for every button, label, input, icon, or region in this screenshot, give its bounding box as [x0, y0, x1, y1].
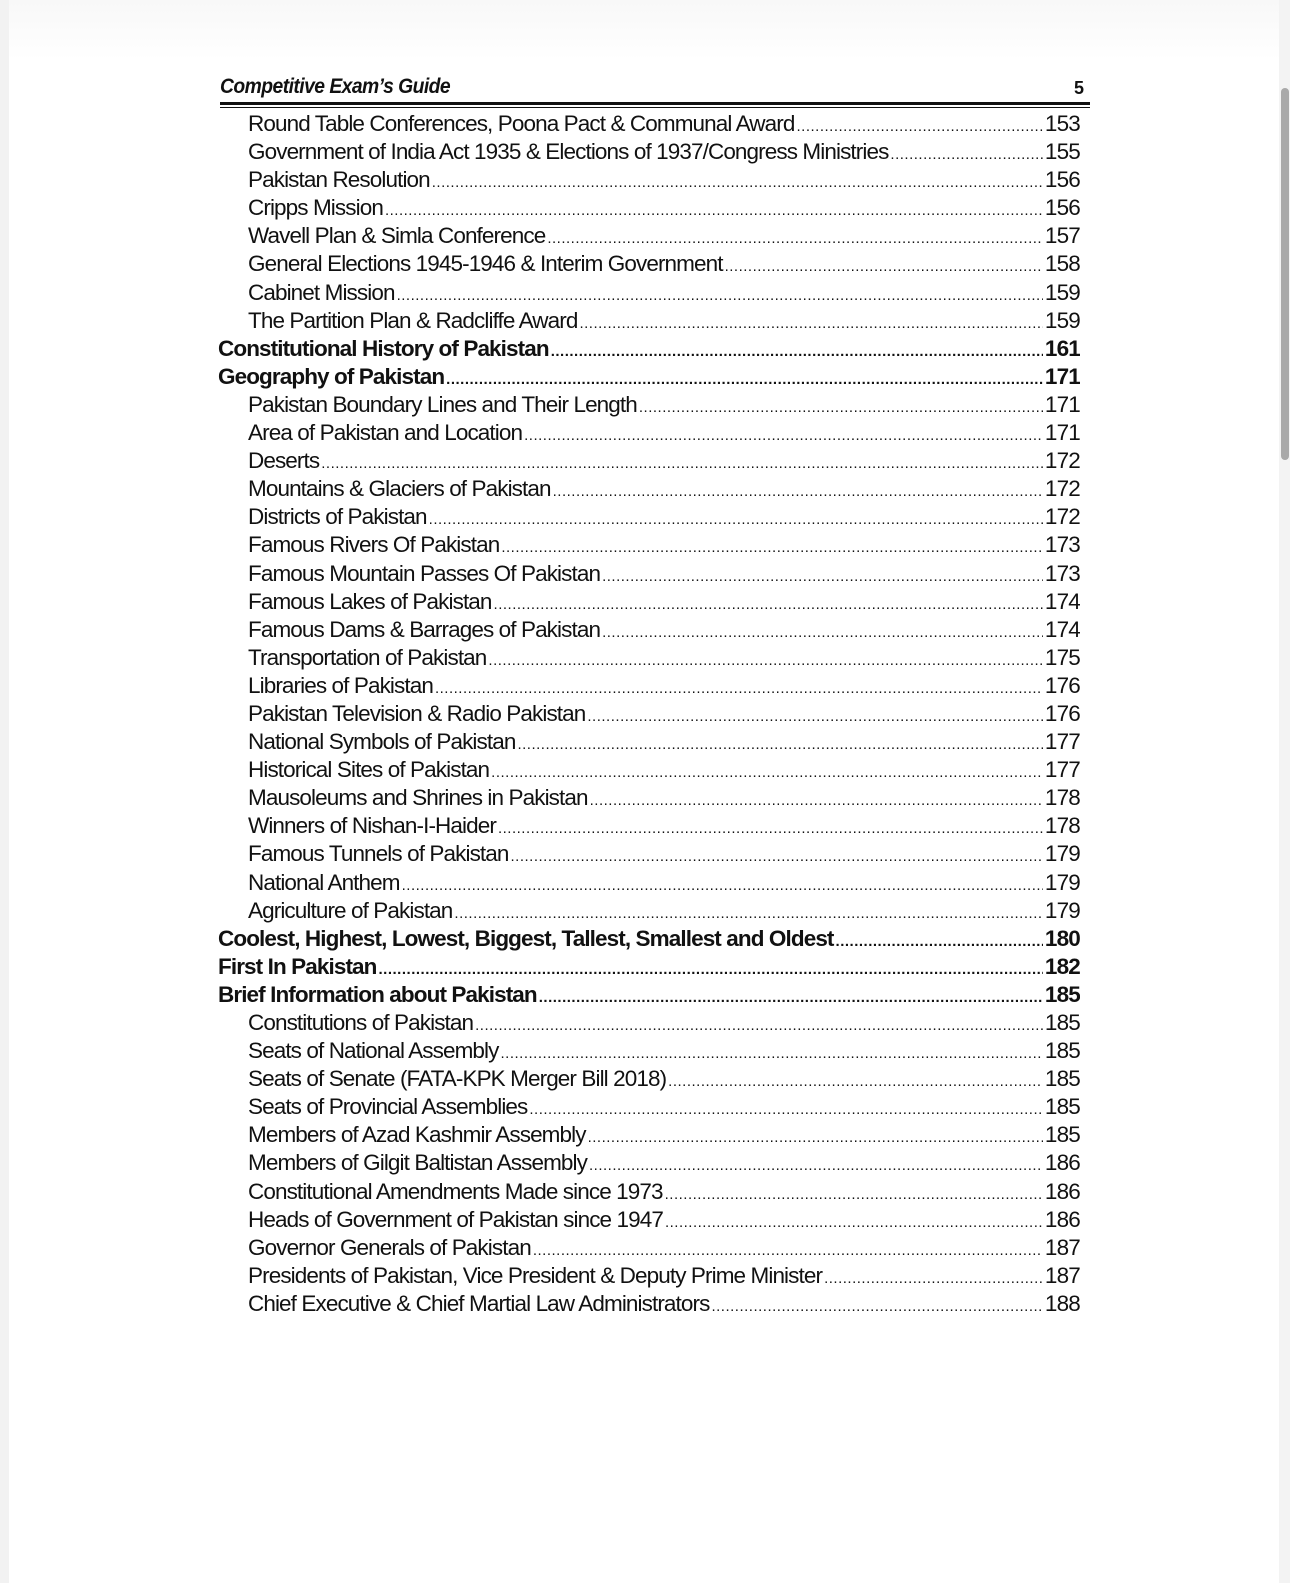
- dot-leader: [435, 675, 1043, 700]
- toc-section-entry[interactable]: [218, 925, 1080, 953]
- toc-entry-title: Area of Pakistan and Location: [248, 420, 523, 446]
- toc-subentry[interactable]: [218, 1178, 1080, 1206]
- toc-entry-title: Constitutional History of Pakistan: [218, 335, 549, 361]
- toc-entry-page-number: 173: [1044, 532, 1080, 558]
- toc-subentry[interactable]: [218, 531, 1080, 559]
- dot-leader: [725, 253, 1043, 278]
- dot-leader: [501, 1040, 1043, 1065]
- dot-leader: [454, 900, 1042, 925]
- toc-entry-page-number: 185: [1044, 1066, 1080, 1092]
- toc-entry-title: Geography of Pakistan: [218, 363, 445, 389]
- toc-entry-page-number: 177: [1044, 757, 1080, 783]
- toc-entry-title: Seats of National Assembly: [248, 1038, 499, 1064]
- toc-entry-page-number: 174: [1044, 588, 1080, 614]
- toc-entry-title: Deserts: [248, 448, 320, 474]
- header-rule-thick: [220, 102, 1090, 105]
- toc-entry-title: Seats of Provincial Assemblies: [248, 1094, 528, 1120]
- book-title: Competitive Exam’s Guide: [220, 75, 451, 98]
- toc-entry-title: Government of India Act 1935 & Elections of 1937/Congress Ministries: [248, 139, 889, 165]
- toc-entry-page-number: 185: [1044, 1038, 1080, 1064]
- dot-leader: [665, 1181, 1043, 1206]
- toc-entry-page-number: 157: [1044, 223, 1080, 249]
- toc-entry-page-number: 185: [1044, 1010, 1080, 1035]
- toc-subentry[interactable]: [218, 447, 1080, 475]
- toc-entry-page-number: 185: [1044, 1122, 1080, 1148]
- toc-subentry[interactable]: [218, 1149, 1080, 1177]
- dot-leader: [589, 1152, 1043, 1177]
- toc-entry-title: Districts of Pakistan: [248, 504, 427, 530]
- toc-subentry[interactable]: [218, 700, 1080, 728]
- toc-subentry[interactable]: [218, 419, 1080, 447]
- toc-subentry[interactable]: [218, 110, 1080, 138]
- toc-entry-page-number: 186: [1044, 1206, 1080, 1232]
- dot-leader: [824, 1265, 1043, 1290]
- toc-entry-page-number: 178: [1044, 813, 1080, 839]
- dot-leader: [890, 141, 1042, 166]
- toc-subentry[interactable]: [218, 644, 1080, 672]
- toc-entry-page-number: 177: [1044, 729, 1080, 755]
- toc-entry-title: Chief Executive & Chief Martial Law Administrators: [248, 1290, 710, 1316]
- toc-entry-page-number: 159: [1044, 307, 1080, 333]
- toc-subentry[interactable]: [218, 1206, 1080, 1234]
- toc-entry-title: Transportation of Pakistan: [248, 644, 487, 670]
- toc-entry-page-number: 172: [1044, 476, 1080, 502]
- toc-subentry[interactable]: [218, 588, 1080, 616]
- toc-entry-page-number: 179: [1044, 869, 1080, 895]
- toc-entry-page-number: 171: [1044, 363, 1080, 389]
- toc-section-entry[interactable]: [218, 335, 1080, 363]
- toc-entry-page-number: 161: [1044, 335, 1080, 361]
- toc-entry-page-number: 171: [1044, 420, 1080, 446]
- toc-entry-page-number: 171: [1044, 391, 1080, 417]
- toc-entry-title: Governor Generals of Pakistan: [248, 1234, 531, 1260]
- toc-entry-page-number: 153: [1044, 111, 1080, 136]
- toc-entry-title: Mausoleums and Shrines in Pakistan: [248, 785, 588, 811]
- toc-subentry[interactable]: [218, 1009, 1080, 1037]
- toc-entry-title: Round Table Conferences, Poona Pact & Communal Award: [248, 111, 795, 136]
- toc-entry-title: General Elections 1945-1946 & Interim Government: [248, 251, 723, 277]
- toc-subentry[interactable]: [218, 475, 1080, 503]
- toc-entry-title: Historical Sites of Pakistan: [248, 757, 490, 783]
- toc-entry-title: Coolest, Highest, Lowest, Biggest, Tallest, Smallest and Oldest: [218, 925, 834, 951]
- toc-entry-page-number: 159: [1044, 279, 1080, 305]
- toc-entry-page-number: 173: [1044, 560, 1080, 586]
- toc-entry-page-number: 185: [1044, 1094, 1080, 1120]
- dot-leader: [385, 197, 1043, 222]
- toc-entry-title: Wavell Plan & Simla Conference: [248, 223, 546, 249]
- toc-entry-page-number: 180: [1044, 925, 1080, 951]
- dot-leader: [402, 872, 1043, 897]
- toc-entry-title: The Partition Plan & Radcliffe Award: [248, 307, 578, 333]
- toc-entry-page-number: 187: [1044, 1262, 1080, 1288]
- toc-subentry[interactable]: [218, 503, 1080, 531]
- toc-entry-page-number: 156: [1044, 195, 1080, 221]
- dot-leader: [533, 1237, 1043, 1262]
- header-rule-thin: [220, 107, 1090, 108]
- toc-subentry[interactable]: [218, 222, 1080, 250]
- dot-leader: [511, 843, 1043, 868]
- toc-subentry[interactable]: [218, 1290, 1080, 1318]
- page-header: [220, 73, 1090, 108]
- toc-entry-title: Pakistan Television & Radio Pakistan: [248, 700, 586, 726]
- toc-entry-page-number: 187: [1044, 1234, 1080, 1260]
- toc-subentry[interactable]: [218, 812, 1080, 840]
- dot-leader: [602, 619, 1043, 644]
- toc-entry-title: Libraries of Pakistan: [248, 672, 433, 698]
- toc-entry-title: National Symbols of Pakistan: [248, 729, 516, 755]
- dot-leader: [711, 1293, 1042, 1318]
- toc-subentry[interactable]: [218, 166, 1080, 194]
- toc-entry-page-number: 188: [1044, 1290, 1080, 1316]
- dot-leader: [588, 1124, 1043, 1149]
- toc-entry-title: Pakistan Boundary Lines and Their Length: [248, 391, 637, 417]
- dot-leader: [524, 422, 1043, 447]
- toc-entry-title: Cabinet Mission: [248, 279, 395, 305]
- toc-subentry[interactable]: [218, 391, 1080, 419]
- dot-leader: [517, 731, 1042, 756]
- dot-leader: [446, 366, 1043, 391]
- toc-subentry[interactable]: [218, 1121, 1080, 1149]
- toc-subentry[interactable]: [218, 616, 1080, 644]
- dot-leader: [379, 956, 1043, 981]
- dot-leader: [547, 225, 1043, 250]
- toc-subentry[interactable]: [218, 250, 1080, 278]
- toc-entry-title: Constitutional Amendments Made since 1973: [248, 1178, 663, 1204]
- dot-leader: [539, 984, 1043, 1009]
- toc-entry-title: Presidents of Pakistan, Vice President & Deputy Prime Minister: [248, 1262, 823, 1288]
- toc-subentry[interactable]: [218, 756, 1080, 784]
- vertical-scrollbar[interactable]: [1279, 0, 1290, 1583]
- document-page: [9, 0, 1280, 1583]
- toc-entry-title: Members of Gilgit Baltistan Assembly: [248, 1150, 587, 1176]
- toc-subentry[interactable]: [218, 307, 1080, 335]
- dot-leader: [587, 703, 1042, 728]
- dot-leader: [668, 1068, 1043, 1093]
- toc-entry-title: Famous Rivers Of Pakistan: [248, 532, 500, 558]
- toc-entry-page-number: 186: [1044, 1178, 1080, 1204]
- toc-entry-page-number: 175: [1044, 644, 1080, 670]
- dot-leader: [321, 450, 1043, 475]
- toc-entry-page-number: 158: [1044, 251, 1080, 277]
- toc-entry-title: Seats of Senate (FATA-KPK Merger Bill 2018): [248, 1066, 667, 1092]
- dot-leader: [475, 1012, 1043, 1037]
- toc-subentry[interactable]: [218, 194, 1080, 222]
- dot-leader: [498, 815, 1043, 840]
- toc-entry-title: Famous Mountain Passes Of Pakistan: [248, 560, 601, 586]
- toc-entry-title: Cripps Mission: [248, 195, 383, 221]
- toc-subentry[interactable]: [218, 1093, 1080, 1121]
- toc-subentry[interactable]: [218, 869, 1080, 897]
- toc-subentry[interactable]: [218, 138, 1080, 166]
- dot-leader: [494, 591, 1043, 616]
- toc-subentry[interactable]: [218, 1234, 1080, 1262]
- toc-entry-title: Agriculture of Pakistan: [248, 897, 453, 923]
- toc-entry-page-number: 174: [1044, 616, 1080, 642]
- dot-leader: [488, 647, 1042, 672]
- toc-section-entry[interactable]: [218, 953, 1080, 981]
- toc-subentry[interactable]: [218, 1037, 1080, 1065]
- toc-entry-title: Members of Azad Kashmir Assembly: [248, 1122, 586, 1148]
- toc-entry-page-number: 176: [1044, 700, 1080, 726]
- toc-entry-title: Heads of Government of Pakistan since 1947: [248, 1206, 663, 1232]
- toc-subentry[interactable]: [218, 560, 1080, 588]
- toc-entry-page-number: 178: [1044, 785, 1080, 811]
- dot-leader: [429, 506, 1043, 531]
- top-fade: [9, 0, 1280, 60]
- toc-entry-title: Famous Tunnels of Pakistan: [248, 841, 509, 867]
- toc-entry-page-number: 179: [1044, 841, 1080, 867]
- toc-entry-page-number: 176: [1044, 672, 1080, 698]
- dot-leader: [836, 928, 1043, 953]
- dot-leader: [397, 282, 1043, 307]
- dot-leader: [665, 1209, 1043, 1234]
- toc-subentry[interactable]: [218, 1262, 1080, 1290]
- scrollbar-thumb[interactable]: [1281, 88, 1289, 460]
- toc-entry-title: Constitutions of Pakistan: [248, 1010, 474, 1035]
- toc-entry-title: National Anthem: [248, 869, 400, 895]
- toc-entry-page-number: 179: [1044, 897, 1080, 923]
- toc-entry-title: Mountains & Glaciers of Pakistan: [248, 476, 551, 502]
- dot-leader: [432, 169, 1043, 194]
- toc-subentry[interactable]: [218, 672, 1080, 700]
- dot-leader: [551, 338, 1043, 363]
- toc-entry-page-number: 156: [1044, 167, 1080, 193]
- page-number: 5: [1073, 78, 1084, 98]
- toc-section-entry[interactable]: [218, 363, 1080, 391]
- toc-entry-page-number: 172: [1044, 448, 1080, 474]
- toc-entry-page-number: 182: [1044, 953, 1080, 979]
- dot-leader: [491, 759, 1043, 784]
- toc-subentry[interactable]: [218, 1065, 1080, 1093]
- toc-entry-title: Famous Lakes of Pakistan: [248, 588, 492, 614]
- toc-entry-title: First In Pakistan: [218, 953, 377, 979]
- toc-entry-page-number: 155: [1044, 139, 1080, 165]
- toc-subentry[interactable]: [218, 897, 1080, 925]
- toc-entry-page-number: 186: [1044, 1150, 1080, 1176]
- dot-leader: [553, 478, 1043, 503]
- dot-leader: [796, 113, 1042, 138]
- toc-entry-title: Pakistan Resolution: [248, 167, 430, 193]
- toc-entry-title: Famous Dams & Barrages of Pakistan: [248, 616, 601, 642]
- dot-leader: [602, 563, 1043, 588]
- toc-subentry[interactable]: [218, 784, 1080, 812]
- toc-entry-title: Winners of Nishan-I-Haider: [248, 813, 496, 839]
- toc-entry-title: Brief Information about Pakistan: [218, 981, 537, 1007]
- dot-leader: [579, 310, 1042, 335]
- header-row: [220, 73, 1090, 99]
- toc-subentry[interactable]: [218, 728, 1080, 756]
- toc-subentry[interactable]: [218, 840, 1080, 868]
- toc-subentry[interactable]: [218, 279, 1080, 307]
- dot-leader: [639, 394, 1043, 419]
- toc-section-entry[interactable]: [218, 981, 1080, 1009]
- dot-leader: [501, 534, 1043, 559]
- dot-leader: [529, 1096, 1042, 1121]
- table-of-contents: [218, 110, 1080, 1318]
- toc-entry-page-number: 172: [1044, 504, 1080, 530]
- dot-leader: [590, 787, 1043, 812]
- toc-entry-page-number: 185: [1044, 981, 1080, 1007]
